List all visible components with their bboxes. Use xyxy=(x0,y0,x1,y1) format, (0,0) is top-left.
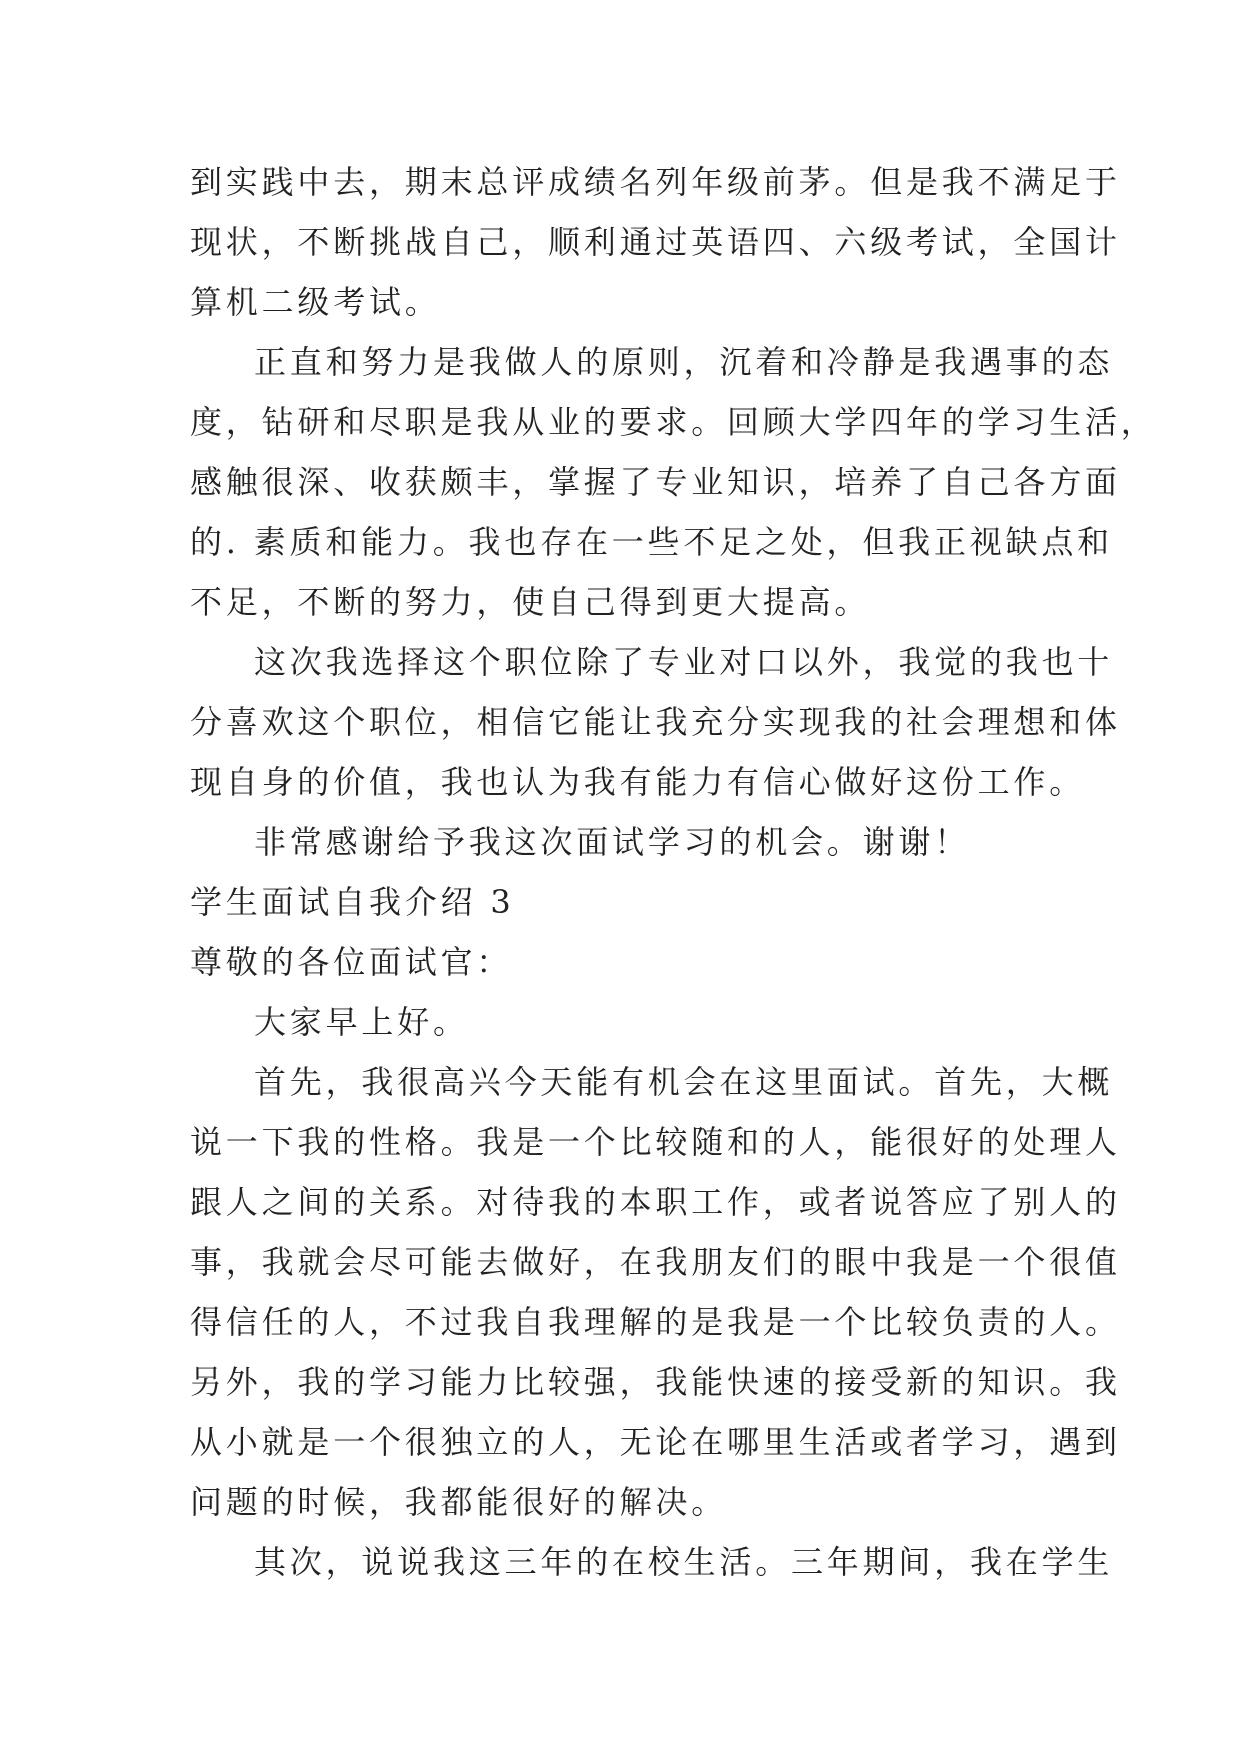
section-heading: 学生面试自我介绍 3 xyxy=(190,883,515,921)
text-line: 现状，不断挑战自己，顺利通过英语四、六级考试，全国计 xyxy=(190,223,1121,261)
text-line: 度，钻研和尽职是我从业的要求。回顾大学四年的学习生活， xyxy=(190,403,1157,441)
document-body xyxy=(190,152,1157,1592)
text-line: 的. 素质和能力。我也存在一些不足之处，但我正视缺点和 xyxy=(190,523,1113,561)
paragraph-first-line: 首先，我很高兴今天能有机会在这里面试。首先，大概 xyxy=(254,1063,1114,1101)
text-line: 到实践中去，期末总评成绩名列年级前茅。但是我不满足于 xyxy=(190,163,1121,201)
paragraph-first-line: 其次，说说我这三年的在校生活。三年期间，我在学生 xyxy=(254,1543,1114,1581)
text-line: 说一下我的性格。我是一个比较随和的人，能很好的处理人 xyxy=(190,1123,1121,1161)
salutation: 尊敬的各位面试官： xyxy=(190,943,513,981)
text-line: 得信任的人，不过我自我理解的是我是一个比较负责的人。 xyxy=(190,1303,1121,1341)
text-line: 感触很深、收获颇丰，掌握了专业知识，培养了自己各方面 xyxy=(190,463,1121,501)
text-line: 跟人之间的关系。对待我的本职工作，或者说答应了别人的 xyxy=(190,1183,1121,1221)
paragraph-first-line: 正直和努力是我做人的原则，沉着和冷静是我遇事的态 xyxy=(254,343,1114,381)
text-line: 算机二级考试。 xyxy=(190,283,441,321)
text-line: 分喜欢这个职位，相信它能让我充分实现我的社会理想和体 xyxy=(190,703,1121,741)
greeting-line: 大家早上好。 xyxy=(254,1003,469,1041)
text-line: 事，我就会尽可能去做好，在我朋友们的眼中我是一个很值 xyxy=(190,1243,1121,1281)
paragraph-first-line: 这次我选择这个职位除了专业对口以外，我觉的我也十 xyxy=(254,643,1114,681)
text-line: 另外，我的学习能力比较强，我能快速的接受新的知识。我 xyxy=(190,1363,1121,1401)
text-line: 现自身的价值，我也认为我有能力有信心做好这份工作。 xyxy=(190,763,1086,801)
paragraph-first-line: 非常感谢给予我这次面试学习的机会。谢谢！ xyxy=(254,823,971,861)
text-line: 从小就是一个很独立的人，无论在哪里生活或者学习，遇到 xyxy=(190,1423,1121,1461)
text-line: 问题的时候，我都能很好的解决。 xyxy=(190,1483,728,1521)
text-line: 不足，不断的努力，使自己得到更大提高。 xyxy=(190,583,871,621)
